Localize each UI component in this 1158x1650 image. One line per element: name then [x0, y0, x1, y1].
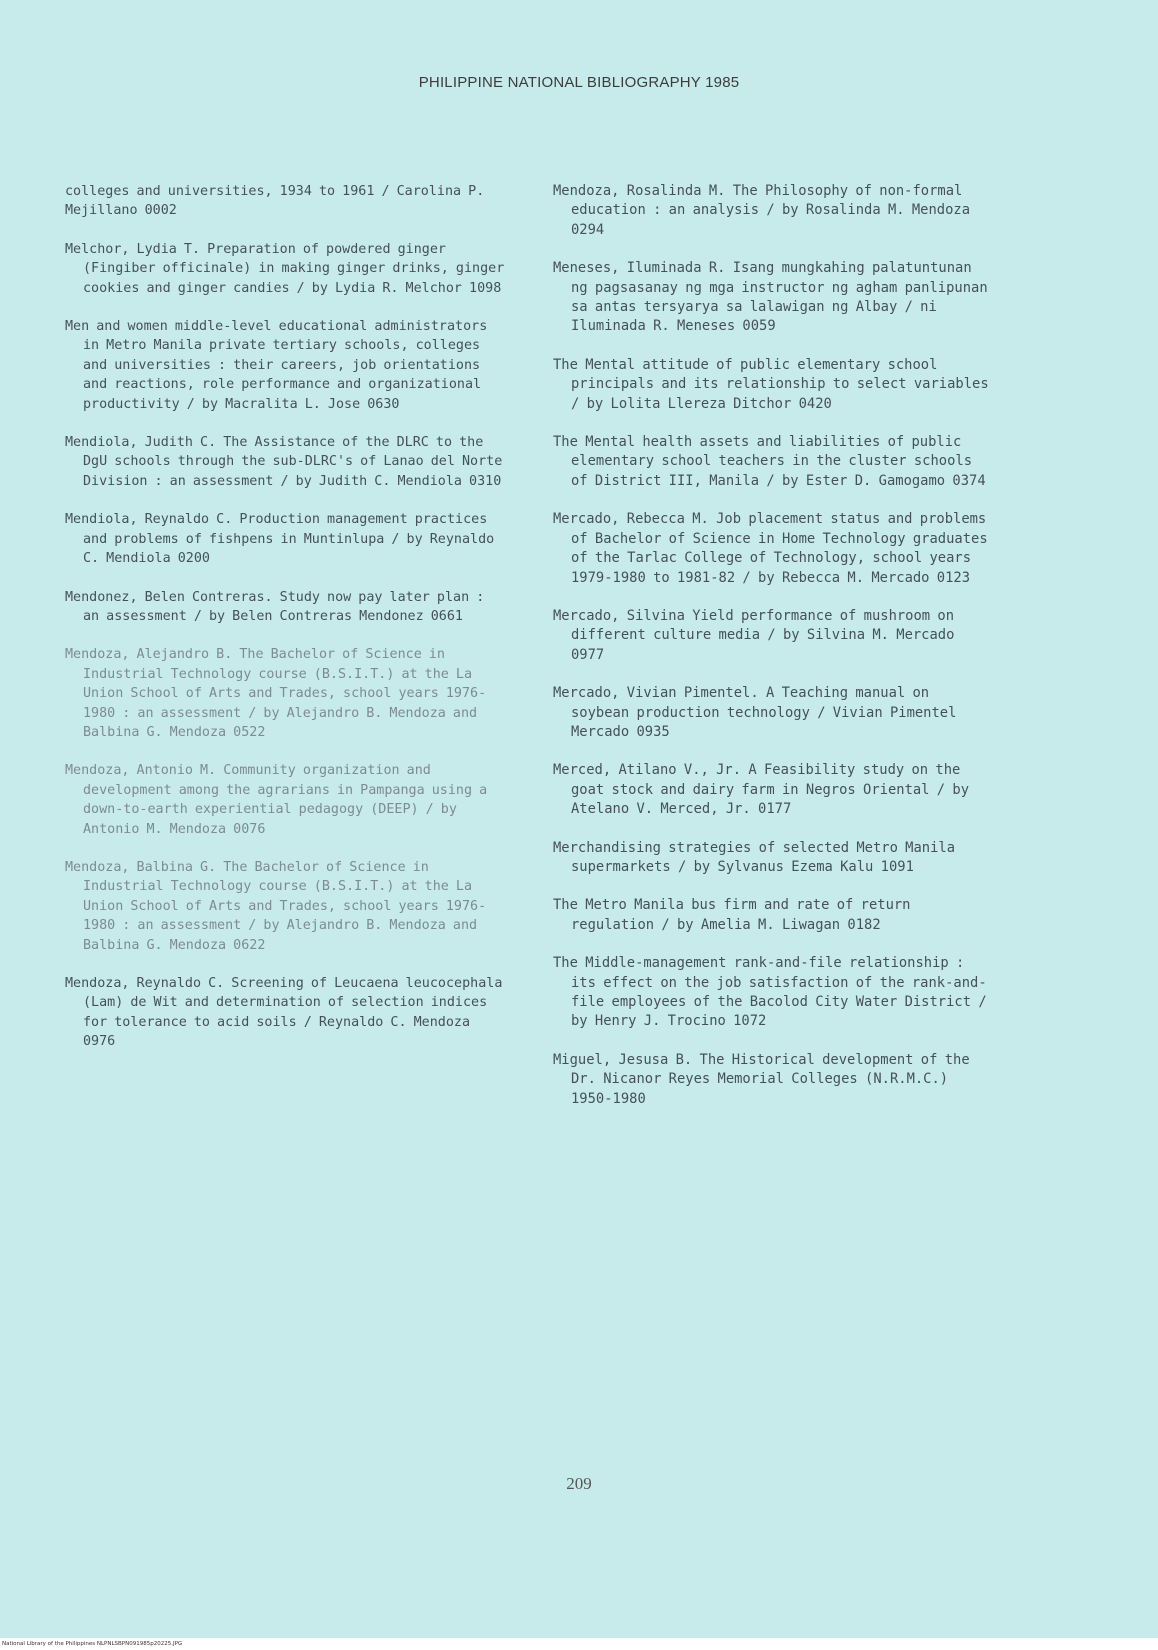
bibliography-entry: The Middle-management rank-and-file relationship : its effect on the job satisfaction of the rank-and-file employees of the Bacolod City Water District / by Henry J. Trocino 1072	[553, 955, 987, 1030]
bibliography-entry: Mendonez, Belen Contreras. Study now pay later plan : an assessment / by Belen Contreras Mendonez 0661	[65, 589, 485, 624]
bibliography-entry: Mercado, Vivian Pimentel. A Teaching manual on soybean production technology / Vivian Pimentel Mercado 0935	[553, 685, 957, 740]
bibliography-entry: Merced, Atilano V., Jr. A Feasibility study on the goat stock and dairy farm in Negros Oriental / by Atelano V. Merced, Jr. 0177	[553, 762, 970, 818]
bibliography-entry: Mendiola, Reynaldo C. Production management practices and problems of fishpens in Muntinlupa / by Reynaldo C. Mendiola 0200	[65, 512, 495, 567]
bibliography-entry: Melchor, Lydia T. Preparation of powdered ginger (Fingiber officinale) in making ginger drinks, ginger cookies and ginger candies / by Lydia R. Melchor 1098	[65, 241, 505, 296]
bibliography-entry: Meneses, Iluminada R. Isang mungkahing palatuntunan ng pagsasanay ng mga instructor ng agham panlipunan sa antas tersyarya sa lalawigan ng Albay / ni Iluminada R. Meneses 0059	[553, 260, 988, 335]
bibliography-entry: Mercado, Rebecca M. Job placement status and problems of Bachelor of Science in Home Technology graduates of the Tarlac College of Technology, school years 1979-1980 to 1981-82 / by Rebecca M. Mercado 0123	[553, 511, 988, 586]
bibliography-entry: Men and women middle-level educational administrators in Metro Manila private tertiary schools, colleges and universities : their careers, job orientations and reactions, role performance and organizational productivity / by Macralita L. Jose 0630	[65, 319, 488, 412]
bibliography-entry: The Mental health assets and liabilities of public elementary school teachers in the cluster schools of District III, Manila / by Ester D. Gamogamo 0374	[553, 434, 986, 489]
bibliography-entry: The Metro Manila bus firm and rate of return regulation / by Amelia M. Liwagan 0182	[553, 897, 911, 933]
bibliography-entry: Mendiola, Judith C. The Assistance of the DLRC to the DgU schools through the sub-DLRC's of Lanao del Norte Division : an assessment / by Judith C. Mendiola 0310	[65, 435, 503, 489]
left-column	[65, 182, 505, 1071]
right-column	[553, 182, 993, 1128]
bibliography-entry: Mercado, Silvina Yield performance of mushroom on different culture media / by Silvina M. Mercado 0977	[553, 607, 955, 663]
page-number: 209	[566, 1474, 592, 1493]
bibliography-entry: Mendoza, Reynaldo C. Screening of Leucaena leucocephala (Lam) de Wit and determination of selection indices for tolerance to acid soils / Reynaldo C. Mendoza 0976	[65, 976, 503, 1050]
bibliography-entry: Mendoza, Alejandro B. The Bachelor of Science in Industrial Technology course (B.S.I.T.) at the La Union School of Arts and Trades, school years 1976-1980 : an assessment / by Alejandro B. Mendoza and Balbina G. Mendoza 0522	[65, 647, 487, 740]
scan-caption: National Library of the Philippines NLPNLSBPN091985p20225.JPG	[0, 1638, 1158, 1650]
bibliography-entry: Miguel, Jesusa B. The Historical development of the Dr. Nicanor Reyes Memorial Colleges (N.R.M.C.) 1950-1980	[553, 1051, 970, 1107]
bibliography-entry: colleges and universities, 1934 to 1961 / Carolina P. Mejillano 0002	[65, 184, 485, 219]
bibliography-entry: Mendoza, Balbina G. The Bachelor of Science in Industrial Technology course (B.S.I.T.) at the La Union School of Arts and Trades, school years 1976-1980 : an assessment / by Alejandro B. Mendoza and Balbina G. Mendoza 0622	[65, 859, 487, 953]
bibliography-entry: Mendoza, Rosalinda M. The Philosophy of non-formal education : an analysis / by Rosalinda M. Mendoza 0294	[553, 183, 971, 238]
bibliography-entry: Mendoza, Antonio M. Community organization and development among the agrarians in Pampanga using a down-to-earth experiential pedagogy (DEEP) / by Antonio M. Mendoza 0076	[65, 763, 488, 837]
bibliography-entry: Merchandising strategies of selected Metro Manila supermarkets / by Sylvanus Ezema Kalu 1091	[553, 839, 956, 875]
page-header: PHILIPPINE NATIONAL BIBLIOGRAPHY 1985	[418, 74, 740, 91]
bibliography-entry: The Mental attitude of public elementary school principals and its relationship to select variables / by Lolita Llereza Ditchor 0420	[553, 356, 989, 412]
